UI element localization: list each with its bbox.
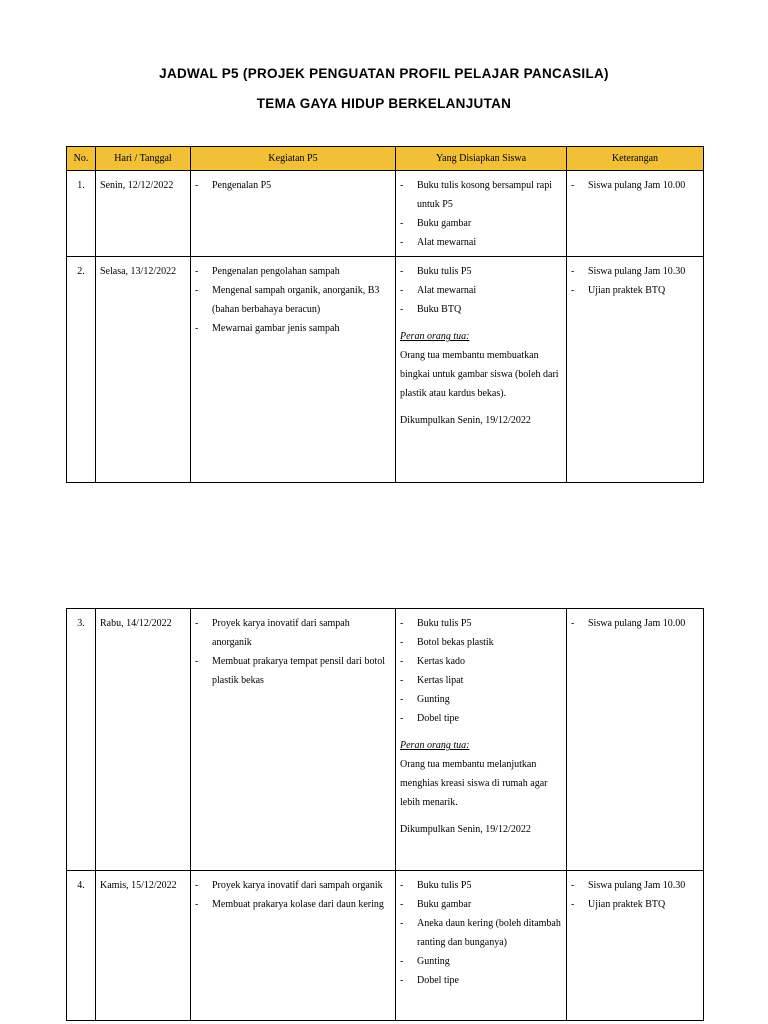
prep-item: - Buku tulis P5: [400, 614, 562, 633]
notes-cell: [567, 609, 704, 871]
note-item: - Siswa pulang Jam 10.00: [571, 614, 699, 633]
schedule-table-page-2: [66, 608, 704, 1021]
document-title: JADWAL P5 (PROJEK PENGUATAN PROFIL PELAJAR PANCASILA): [159, 66, 609, 81]
header-prep: Yang Disiapkan Siswa: [396, 147, 567, 171]
prep-item: - Gunting: [400, 952, 562, 971]
activity-item: - Membuat prakarya tempat pensil dari botol plastik bekas: [195, 652, 391, 690]
prep-item: - Buku tulis kosong bersampul rapi untuk P5: [400, 176, 562, 214]
note-item-list: [571, 614, 699, 633]
prep-item: - Alat mewarnai: [400, 233, 562, 252]
header-day: Hari / Tanggal: [96, 147, 191, 171]
collection-date: Dikumpulkan Senin, 19/12/2022: [400, 824, 531, 835]
activity-item: - Pengenalan P5: [195, 176, 391, 195]
table-header-row: [67, 147, 704, 171]
row-date: Senin, 12/12/2022: [96, 171, 191, 257]
activity-cell: [191, 609, 396, 871]
prep-cell: [396, 257, 567, 483]
prep-item: - Dobel tipe: [400, 709, 562, 728]
notes-cell: [567, 171, 704, 257]
schedule-table-page-1: [66, 146, 704, 483]
note-item-list: [571, 262, 699, 300]
spacer: [400, 319, 562, 327]
table-row: [67, 257, 704, 483]
note-item-list: [571, 876, 699, 914]
notes-cell: [567, 257, 704, 483]
prep-item-list: [400, 614, 562, 728]
note-item: - Ujian praktek BTQ: [571, 281, 699, 300]
activity-item: - Proyek karya inovatif dari sampah organik: [195, 876, 391, 895]
header-no: No.: [67, 147, 96, 171]
row-number: 4.: [67, 871, 96, 1021]
prep-item: - Dobel tipe: [400, 971, 562, 990]
prep-item: - Kertas lipat: [400, 671, 562, 690]
activity-cell: [191, 257, 396, 483]
note-item: - Ujian praktek BTQ: [571, 895, 699, 914]
note-item: - Siswa pulang Jam 10.30: [571, 876, 699, 895]
parent-role-text: Orang tua membantu membuatkan bingkai untuk gambar siswa (boleh dari plastik atau kardus bekas).: [400, 350, 559, 399]
activity-item: - Mengenal sampah organik, anorganik, B3 (bahan berbahaya beracun): [195, 281, 391, 319]
prep-item: - Aneka daun kering (boleh ditambah ranting dan bunganya): [400, 914, 562, 952]
prep-item-list: [400, 176, 562, 252]
row-date: Kamis, 15/12/2022: [96, 871, 191, 1021]
prep-item: - Buku gambar: [400, 895, 562, 914]
row-date: Selasa, 13/12/2022: [96, 257, 191, 483]
prep-item: - Buku BTQ: [400, 300, 562, 319]
prep-cell: [396, 871, 567, 1021]
prep-item: - Gunting: [400, 690, 562, 709]
row-number: 2.: [67, 257, 96, 483]
activity-item: - Pengenalan pengolahan sampah: [195, 262, 391, 281]
activity-item-list: [195, 176, 391, 195]
parent-role-label: Peran orang tua:: [400, 740, 470, 751]
collection-date: Dikumpulkan Senin, 19/12/2022: [400, 415, 531, 426]
prep-item: - Botol bekas plastik: [400, 633, 562, 652]
parent-role-text: Orang tua membantu melanjutkan menghias kreasi siswa di rumah agar lebih menarik.: [400, 759, 548, 808]
document-subtitle: TEMA GAYA HIDUP BERKELANJUTAN: [256, 96, 512, 111]
activity-item-list: [195, 614, 391, 690]
activity-item: - Proyek karya inovatif dari sampah anorganik: [195, 614, 391, 652]
note-item: - Siswa pulang Jam 10.00: [571, 176, 699, 195]
prep-item-list: [400, 876, 562, 990]
row-date: Rabu, 14/12/2022: [96, 609, 191, 871]
spacer: [400, 728, 562, 736]
prep-item: - Buku tulis P5: [400, 876, 562, 895]
header-notes: Keterangan: [567, 147, 704, 171]
prep-item: - Buku tulis P5: [400, 262, 562, 281]
spacer: [400, 403, 562, 411]
prep-item: - Buku gambar: [400, 214, 562, 233]
note-item-list: [571, 176, 699, 195]
header-activity: Kegiatan P5: [191, 147, 396, 171]
activity-item: - Membuat prakarya kolase dari daun kering: [195, 895, 391, 914]
prep-item: - Alat mewarnai: [400, 281, 562, 300]
activity-cell: [191, 171, 396, 257]
activity-cell: [191, 871, 396, 1021]
table-row: [67, 871, 704, 1021]
row-number: 3.: [67, 609, 96, 871]
note-item: - Siswa pulang Jam 10.30: [571, 262, 699, 281]
activity-item-list: [195, 262, 391, 338]
prep-item: - Kertas kado: [400, 652, 562, 671]
table-row: [67, 609, 704, 871]
notes-cell: [567, 871, 704, 1021]
activity-item-list: [195, 876, 391, 914]
spacer: [400, 812, 562, 820]
table-row: [67, 171, 704, 257]
row-number: 1.: [67, 171, 96, 257]
parent-role-label: Peran orang tua:: [400, 331, 470, 342]
prep-item-list: [400, 262, 562, 319]
prep-cell: [396, 609, 567, 871]
activity-item: - Mewarnai gambar jenis sampah: [195, 319, 391, 338]
prep-cell: [396, 171, 567, 257]
